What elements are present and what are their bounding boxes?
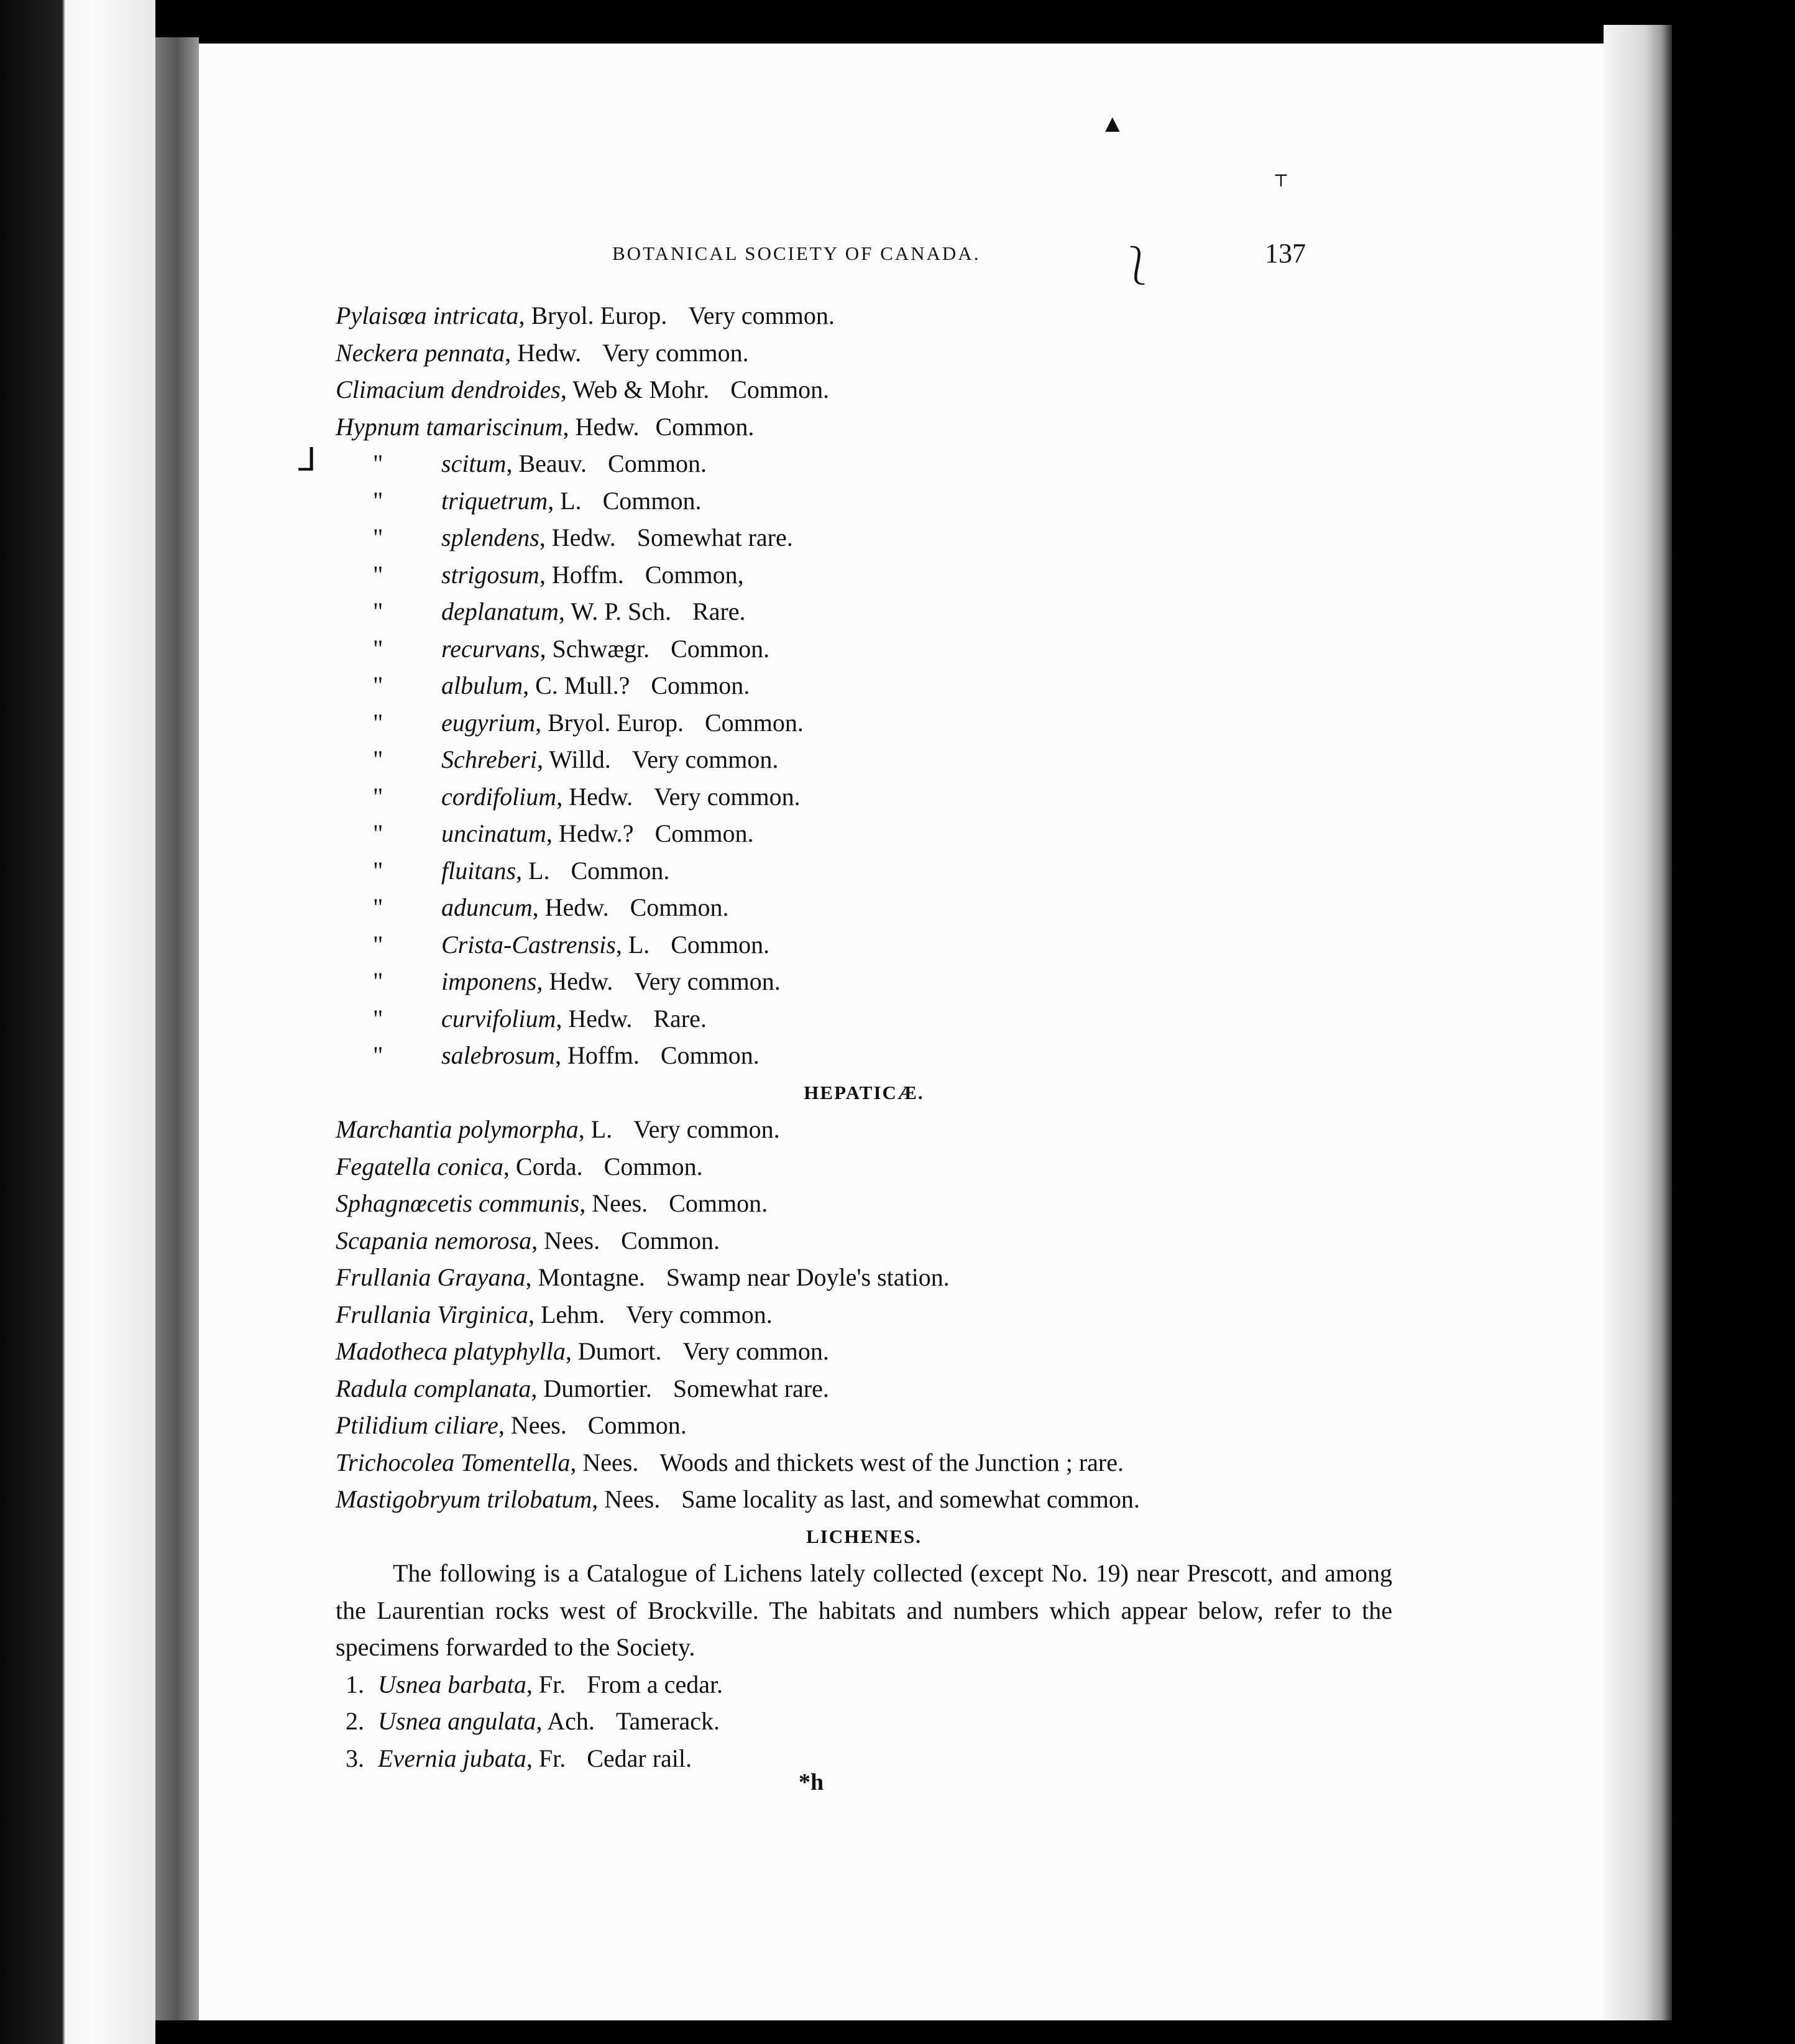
book-gutter [155,37,199,2027]
list-item: " triquetrum, L. Common. [373,486,702,515]
list-item: Radula complanata, Dumortier. Somewhat rare. [336,1374,829,1402]
list-item: " cordifolium, Hedw. Very common. [373,782,801,811]
running-title: BOTANICAL SOCIETY OF CANADA. [612,242,981,264]
list-item: Frullania Virginica, Lehm. Very common. [336,1300,773,1328]
list-item: Madotheca platyphylla, Dumort. Very common. [336,1337,829,1365]
ink-mark: ⎱ [1119,246,1156,287]
body-text [336,297,1392,1777]
list-item: " aduncum, Hedw. Common. [373,893,729,921]
list-item: " splendens, Hedw. Somewhat rare. [373,523,793,551]
list-item: Trichocolea Tomentella, Nees. Woods and thickets west of the Junction ; rare. [336,1448,1124,1476]
list-item: " deplanatum, W. P. Sch. Rare. [373,597,746,625]
list-item: " recurvans, Schwægr. Common. [373,634,770,663]
list-item: Pylaisœa intricata, Bryol. Europ. Very common. [336,302,835,329]
list-item: " curvifolium, Hedw. Rare. [373,1004,707,1033]
list-item: Hypnum tamariscinum, Hedw. Common. [336,412,755,441]
list-item: " eugyrium, Bryol. Europ. Common. [373,708,804,737]
list-item: " scitum, Beauv. Common. [373,449,707,477]
section-heading-lichenes: LICHENES. [806,1525,922,1547]
list-item: " albulum, C. Mull.? Common. [373,671,750,699]
list-item: " fluitans, L. Common. [373,856,670,885]
list-item: Sphagnœcetis communis, Nees. Common. [336,1189,768,1217]
list-item: Frullania Grayana, Montagne. Swamp near Doyle's station. [336,1263,950,1291]
list-item: 3. Evernia jubata, Fr. Cedar rail. [346,1744,692,1772]
list-item: Fegatella conica, Corda. Common. [336,1152,703,1181]
page-edge-right [1604,25,1672,2033]
ink-mark: ▲ [1100,109,1125,137]
list-item: 1. Usnea barbata, Fr. From a cedar. [346,1670,723,1698]
list-item: " Crista-Castrensis, L. Common. [373,930,770,959]
page-number: 137 [1265,238,1306,269]
list-item: Climacium dendroides, Web & Mohr. Common. [336,375,830,403]
list-item: Marchantia polymorpha, L. Very common. [336,1115,780,1143]
ink-mark: ⅃ [298,443,316,478]
list-item: " imponens, Hedw. Very common. [373,967,781,995]
lichenes-intro: The following is a Catalogue of Lichens lately collected (except No. 19) near Prescott, and among the Laurentian rocks west of Brockville. The habitats and numbers which appear below, refer to the specimens forwarded to the Society. [336,1559,1392,1661]
list-item: Mastigobryum trilobatum, Nees. Same locality as last, and somewhat common. [336,1485,1140,1513]
list-item: " salebrosum, Hoffm. Common. [373,1041,760,1069]
list-item: Neckera pennata, Hedw. Very common. [336,338,749,367]
scan-border-bottom [155,2020,1672,2044]
list-item: " strigosum, Hoffm. Common, [373,560,744,589]
list-item: 2. Usnea angulata, Ach. Tamerack. [346,1707,720,1735]
section-heading-hepaticae: HEPATICÆ. [804,1081,924,1103]
list-item: Scapania nemorosa, Nees. Common. [336,1226,720,1254]
facing-page-edge [0,0,155,2044]
signature-mark: *h [799,1769,824,1795]
list-item: " uncinatum, Hedw.? Common. [373,819,754,847]
scan-border-right [1672,0,1795,2044]
list-item: " Schreberi, Willd. Very common. [373,745,779,773]
ink-mark: ⸆ [1274,170,1288,200]
scan-border-top [155,0,1672,40]
list-item: Ptilidium ciliare, Nees. Common. [336,1411,687,1439]
